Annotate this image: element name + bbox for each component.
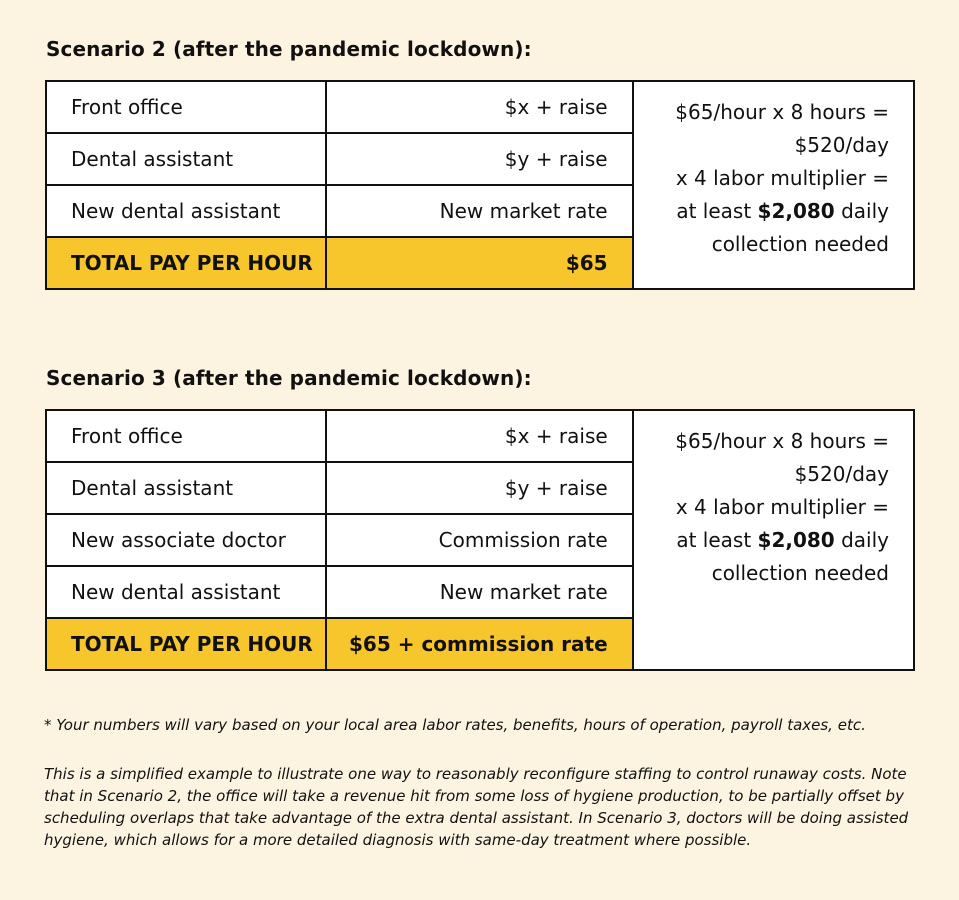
row-value: $x + raise xyxy=(326,81,632,133)
note-line: collection needed xyxy=(711,561,889,585)
total-value: $65 + commission rate xyxy=(326,618,632,670)
note-amount: $2,080 xyxy=(757,528,835,552)
scenario-2-heading: Scenario 2 (after the pandemic lockdown): xyxy=(46,37,532,61)
note-text: at least xyxy=(676,199,758,223)
note-line: $520/day xyxy=(794,133,889,157)
note-text: daily xyxy=(834,199,889,223)
note-line xyxy=(634,524,889,557)
scenario-2-table xyxy=(45,80,915,290)
row-label: New associate doctor xyxy=(46,514,326,566)
note-text: at least xyxy=(676,528,758,552)
row-value: New market rate xyxy=(326,566,632,618)
row-label: New dental assistant xyxy=(46,185,326,237)
scenario-3-heading: Scenario 3 (after the pandemic lockdown): xyxy=(46,366,532,390)
daily-collection-note xyxy=(633,410,914,670)
footnote-disclaimer: * Your numbers will vary based on your local area labor rates, benefits, hours of operation, payroll taxes, etc. xyxy=(44,716,866,734)
note-line: x 4 labor multiplier = xyxy=(675,166,889,190)
row-label: Front office xyxy=(46,410,326,462)
daily-collection-note xyxy=(633,81,914,289)
row-label: Dental assistant xyxy=(46,462,326,514)
total-label: TOTAL PAY PER HOUR xyxy=(46,618,326,670)
total-label: TOTAL PAY PER HOUR xyxy=(46,237,326,289)
row-label: Dental assistant xyxy=(46,133,326,185)
note-line xyxy=(634,195,889,228)
row-value: New market rate xyxy=(326,185,632,237)
table-row xyxy=(46,410,914,462)
note-line: $65/hour x 8 hours = xyxy=(675,429,889,453)
note-line: $520/day xyxy=(794,462,889,486)
row-value: Commission rate xyxy=(326,514,632,566)
scenario-3-table xyxy=(45,409,915,671)
row-label: New dental assistant xyxy=(46,566,326,618)
row-value: $x + raise xyxy=(326,410,632,462)
note-line: $65/hour x 8 hours = xyxy=(675,100,889,124)
row-value: $y + raise xyxy=(326,133,632,185)
note-line: x 4 labor multiplier = xyxy=(675,495,889,519)
row-label: Front office xyxy=(46,81,326,133)
note-line: collection needed xyxy=(711,232,889,256)
table-row xyxy=(46,81,914,133)
note-amount: $2,080 xyxy=(757,199,835,223)
row-value: $y + raise xyxy=(326,462,632,514)
total-value: $65 xyxy=(326,237,632,289)
footnote-explanation: This is a simplified example to illustrate one way to reasonably reconfigure staffing to control runaway costs. Note that in Scenario 2, the office will take a revenue hit from some loss of hygiene production, to be partially offset by scheduling overlaps that take advantage of the extra dental assistant. In Scenario 3, doctors will be doing assisted hygiene, which allows for a more detailed diagnosis with same-day treatment where possible. xyxy=(44,765,909,849)
note-text: daily xyxy=(834,528,889,552)
